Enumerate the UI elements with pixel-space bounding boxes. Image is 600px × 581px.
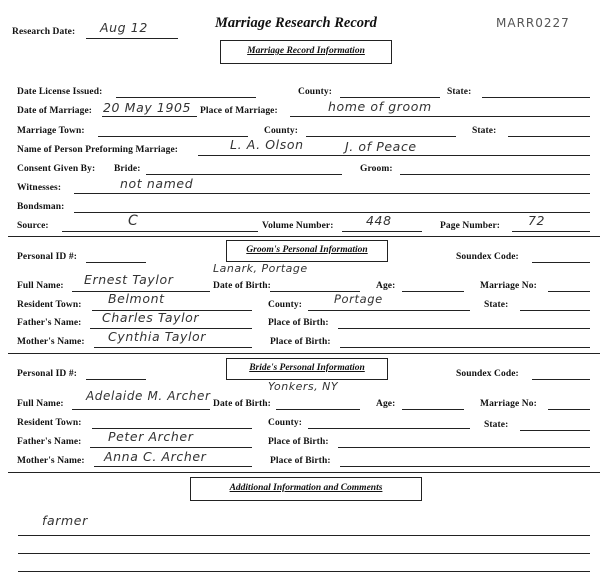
groom-birthplace-note[interactable]: Lanark, Portage <box>213 262 308 275</box>
bride-personal-id-label: Personal ID #: <box>17 369 77 379</box>
comment-line-2[interactable] <box>18 553 590 554</box>
groom-resident-town-value[interactable]: Belmont <box>108 291 165 306</box>
bride-state-label: State: <box>484 420 509 430</box>
source-label: Source: <box>17 221 49 231</box>
bride-full-name-line <box>72 409 210 410</box>
marriage-town-field[interactable] <box>98 136 248 137</box>
consent-groom-label: Groom: <box>360 164 393 174</box>
groom-personal-id-field[interactable] <box>86 262 146 263</box>
page-number-label: Page Number: <box>440 221 501 231</box>
witnesses-label: Witnesses: <box>17 183 62 193</box>
groom-county-line <box>308 310 470 311</box>
officiant-line <box>198 155 590 156</box>
record-code: MARR0227 <box>496 16 570 30</box>
bride-mother-pob-label: Place of Birth: <box>270 456 331 466</box>
groom-soundex-field[interactable] <box>532 262 590 263</box>
groom-mother-line <box>94 347 252 348</box>
groom-father-pob-field[interactable] <box>338 328 590 329</box>
page-number-line <box>512 231 590 232</box>
groom-full-name-label: Full Name: <box>17 281 64 291</box>
witnesses-value[interactable]: not named <box>120 176 194 191</box>
county2-field[interactable] <box>306 136 456 137</box>
comment-line-1[interactable] <box>18 535 590 536</box>
groom-state-field[interactable] <box>520 310 590 311</box>
groom-section-title: Groom's Personal Information <box>246 245 368 255</box>
groom-mother-pob-field[interactable] <box>340 347 590 348</box>
bride-county-label: County: <box>268 418 302 428</box>
bride-age-field[interactable] <box>402 409 464 410</box>
consent-label: Consent Given By: <box>17 164 96 174</box>
bride-full-name-value[interactable]: Adelaide M. Archer <box>86 389 211 403</box>
source-line <box>62 231 258 232</box>
county2-label: County: <box>264 126 298 136</box>
bride-marriage-no-field[interactable] <box>548 409 590 410</box>
state-field[interactable] <box>482 97 590 98</box>
groom-full-name-value[interactable]: Ernest Taylor <box>84 272 174 287</box>
divider-bride <box>8 472 600 473</box>
bride-mother-pob-field[interactable] <box>340 466 590 467</box>
bride-mother-line <box>94 466 252 467</box>
divider-marriage <box>8 236 600 237</box>
research-date-value[interactable]: Aug 12 <box>100 20 148 35</box>
volume-value[interactable]: 448 <box>366 213 392 228</box>
groom-county-value[interactable]: Portage <box>334 292 383 306</box>
groom-personal-id-label: Personal ID #: <box>17 252 77 262</box>
groom-dob-label: Date of Birth: <box>213 281 271 291</box>
groom-county-label: County: <box>268 300 302 310</box>
groom-father-label: Father's Name: <box>17 318 82 328</box>
bride-state-field[interactable] <box>520 430 590 431</box>
groom-age-label: Age: <box>376 281 396 291</box>
additional-comment-value[interactable]: farmer <box>42 513 88 528</box>
groom-mother-pob-label: Place of Birth: <box>270 337 331 347</box>
bride-dob-field[interactable] <box>276 409 360 410</box>
state2-label: State: <box>472 126 497 136</box>
bride-father-pob-field[interactable] <box>338 447 590 448</box>
groom-age-field[interactable] <box>402 291 464 292</box>
page-number-value[interactable]: 72 <box>528 213 546 228</box>
divider-groom <box>8 353 600 354</box>
comment-line-3[interactable] <box>18 571 590 572</box>
date-of-marriage-line <box>102 116 197 117</box>
bride-marriage-no-label: Marriage No: <box>480 399 537 409</box>
bride-age-label: Age: <box>376 399 396 409</box>
date-of-marriage-value[interactable]: 20 May 1905 <box>103 100 192 115</box>
place-of-marriage-value[interactable]: home of groom <box>328 99 432 114</box>
bride-dob-label: Date of Birth: <box>213 399 271 409</box>
bride-mother-value[interactable]: Anna C. Archer <box>104 449 207 464</box>
state-label: State: <box>447 87 472 97</box>
groom-state-label: State: <box>484 300 509 310</box>
county-field[interactable] <box>340 97 440 98</box>
officiant-label: Name of Person Preforming Marriage: <box>17 145 179 155</box>
bride-soundex-field[interactable] <box>532 379 590 380</box>
groom-mother-label: Mother's Name: <box>17 337 85 347</box>
officiant-value[interactable]: L. A. Olson <box>230 137 304 152</box>
bride-county-field[interactable] <box>308 428 470 429</box>
date-license-label: Date License Issued: <box>17 87 103 97</box>
date-license-field[interactable] <box>116 97 256 98</box>
bondsman-field[interactable] <box>74 212 590 213</box>
groom-soundex-label: Soundex Code: <box>456 252 519 262</box>
bride-father-line <box>90 447 252 448</box>
volume-line <box>342 231 422 232</box>
research-date-line <box>86 38 178 39</box>
place-of-marriage-line <box>290 116 590 117</box>
bondsman-label: Bondsman: <box>17 202 65 212</box>
groom-father-value[interactable]: Charles Taylor <box>102 310 200 325</box>
research-date-label: Research Date: <box>12 27 76 37</box>
consent-bride-label: Bride: <box>114 164 141 174</box>
bride-father-pob-label: Place of Birth: <box>268 437 329 447</box>
marriage-town-label: Marriage Town: <box>17 126 85 136</box>
bride-soundex-label: Soundex Code: <box>456 369 519 379</box>
groom-marriage-no-field[interactable] <box>548 291 590 292</box>
witnesses-line <box>74 193 590 194</box>
bride-father-label: Father's Name: <box>17 437 82 447</box>
groom-mother-value[interactable]: Cynthia Taylor <box>108 329 207 344</box>
groom-resident-town-label: Resident Town: <box>17 300 82 310</box>
bride-father-value[interactable]: Peter Archer <box>108 429 194 444</box>
marriage-section-title: Marriage Record Information <box>247 46 365 56</box>
groom-marriage-no-label: Marriage No: <box>480 281 537 291</box>
bride-personal-id-field[interactable] <box>86 379 146 380</box>
date-of-marriage-label: Date of Marriage: <box>17 106 93 116</box>
page-title: Marriage Research Record <box>215 15 377 31</box>
bride-section-title: Bride's Personal Information <box>249 363 365 373</box>
groom-father-pob-label: Place of Birth: <box>268 318 329 328</box>
bride-mother-label: Mother's Name: <box>17 456 85 466</box>
source-value[interactable]: C <box>128 213 139 229</box>
bride-birthplace-note[interactable]: Yonkers, NY <box>268 380 339 393</box>
bride-full-name-label: Full Name: <box>17 399 64 409</box>
state2-field[interactable] <box>508 136 590 137</box>
consent-bride-field[interactable] <box>146 174 342 175</box>
volume-label: Volume Number: <box>262 221 334 231</box>
bride-resident-town-label: Resident Town: <box>17 418 82 428</box>
county-label: County: <box>298 87 332 97</box>
additional-section-title: Additional Information and Comments <box>229 483 383 493</box>
place-of-marriage-label: Place of Marriage: <box>200 106 278 116</box>
consent-groom-field[interactable] <box>400 174 590 175</box>
officiant-title-value[interactable]: J. of Peace <box>345 139 417 154</box>
